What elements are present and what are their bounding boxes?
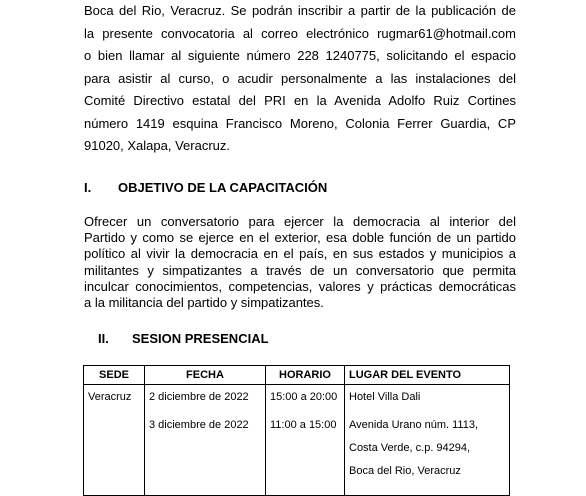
intro-line: la presente convocatoria al correo electrónico rugmar61@hotmail.com xyxy=(84,25,516,41)
table-header-row xyxy=(84,366,510,385)
section-title: SESION PRESENCIAL xyxy=(132,331,269,346)
address-block xyxy=(349,417,505,479)
intro-paragraph xyxy=(84,0,516,158)
address-line: Costa Verde, c.p. 94294, xyxy=(349,442,471,454)
time-value: 11:00 a 15:00 xyxy=(270,419,337,431)
hotel-name: Hotel Villa Dali xyxy=(349,391,421,403)
intro-line: número 1419 esquina Francisco Moreno, Colonia Ferrer Guardia, CP xyxy=(84,115,516,131)
intro-line: para asistir al curso, o acudir personalmente a las instalaciones del xyxy=(84,70,516,86)
section-heading-sesion xyxy=(98,331,269,347)
date-value: 3 diciembre de 2022 xyxy=(149,419,249,431)
objetivo-paragraph xyxy=(84,214,516,311)
table-row xyxy=(84,385,510,496)
header-horario: HORARIO xyxy=(266,366,345,385)
date-value: 2 diciembre de 2022 xyxy=(149,391,249,403)
intro-line: o bien llamar al siguiente número 228 1240775, solicitando el espacio xyxy=(84,48,516,63)
intro-line: 91020, Xalapa, Veracruz. xyxy=(84,138,230,153)
objetivo-line: Partido y como se ejerce en el exterior, esa doble función de un partido xyxy=(84,230,516,246)
objetivo-line: político al vivir la democracia en el país, en sus estados y municipios a xyxy=(84,246,516,262)
objetivo-line: a la militancia del partido y simpatizantes. xyxy=(84,295,324,311)
objetivo-line: militantes y simpatizantes a través de un conversatorio que permita xyxy=(84,262,516,278)
section-heading-objetivo xyxy=(84,180,327,196)
cell-sede xyxy=(84,385,145,496)
header-fecha: FECHA xyxy=(145,366,266,385)
address-line: Boca del Rio, Veracruz xyxy=(349,465,461,477)
cell-fecha xyxy=(145,385,266,496)
header-lugar: LUGAR DEL EVENTO xyxy=(345,366,510,385)
objetivo-line: inculcar conocimientos, competencias, valores y prácticas democráticas xyxy=(84,278,516,294)
time-value: 15:00 a 20:00 xyxy=(270,391,338,403)
section-number: II. xyxy=(98,331,109,346)
section-number: I. xyxy=(84,180,92,195)
cell-lugar xyxy=(345,385,510,496)
section-title: OBJETIVO DE LA CAPACITACIÓN xyxy=(118,180,328,195)
session-table xyxy=(83,365,510,496)
header-sede: SEDE xyxy=(84,366,145,385)
intro-line: Comité Directivo estatal del PRI en la Avenida Adolfo Ruiz Cortines xyxy=(84,93,516,108)
cell-horario xyxy=(266,385,345,496)
objetivo-line: Ofrecer un conversatorio para ejercer la democracia al interior del xyxy=(84,214,516,229)
intro-line: Boca del Rio, Veracruz. Se podrán inscribir a partir de la publicación de xyxy=(84,3,516,18)
sede-value: Veracruz xyxy=(88,391,132,403)
address-line: Avenida Urano núm. 1113, xyxy=(349,419,479,431)
